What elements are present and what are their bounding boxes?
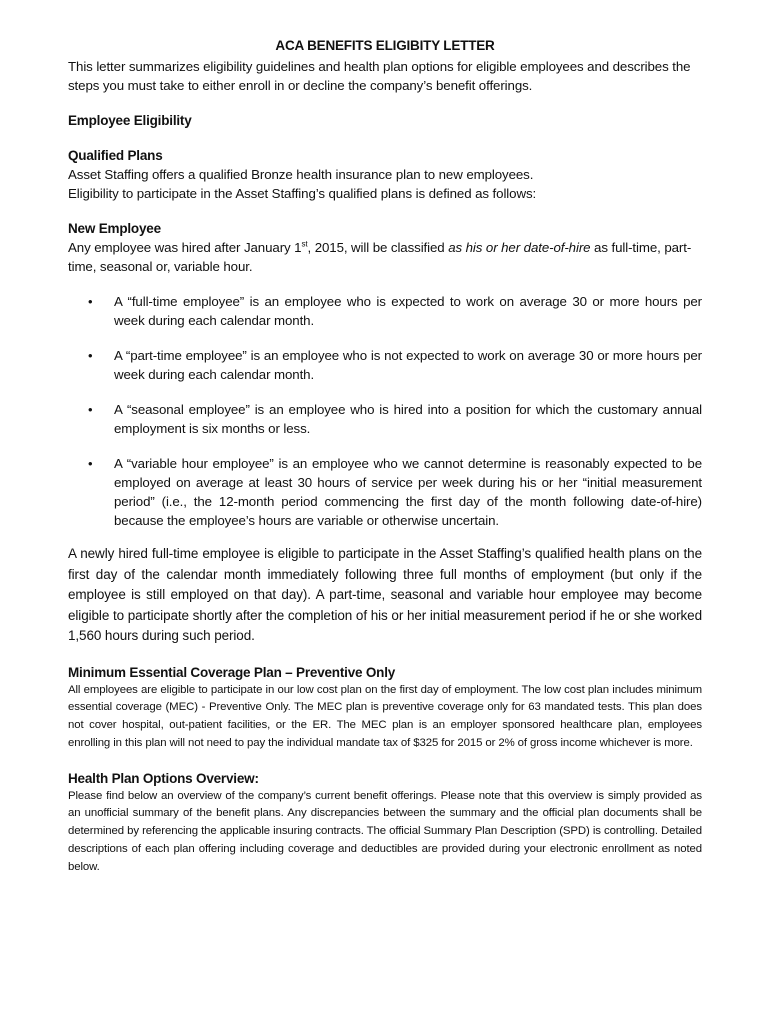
bullet-icon: • [88,402,93,417]
section-heading-new-employee: New Employee [68,221,161,236]
bullet-icon: • [88,348,93,363]
list-item [88,346,702,384]
bullet-icon: • [88,294,93,309]
ordinal-superscript: st [301,239,308,249]
new-employee-text-end: as full-time, part-time, seasonal or, variable hour. [68,240,692,274]
new-employee-text-mid: , 2015, will be classified [307,240,449,255]
qualified-plans-line-1: Asset Staffing offers a qualified Bronze health insurance plan to new employees. [68,167,534,182]
mec-paragraph: All employees are eligible to participate in our low cost plan on the first day of employment. The low cost plan includes minimum essential coverage (MEC) - Preventive Only. The MEC plan is preventive coverage only for 63 mandated tests. This plan does not cover hospital, out-patient facilities, or the ER. The MEC plan is an employer sponsored healthcare plan, employees enrolling in this plan will not need to pay the individual mandate tax of $325 for 2015 or 2% of gross income whichever is more. [68,683,702,749]
list-item [88,292,702,330]
section-heading-eligibility: Employee Eligibility [68,113,192,128]
section-heading-qualified-plans: Qualified Plans [68,148,163,163]
list-item [88,400,702,438]
intro-paragraph: This letter summarizes eligibility guidelines and health plan options for eligible employees and describes the steps you must take to either enroll in or decline the company’s benefit offerings. [68,59,691,93]
new-employee-paragraph [68,238,702,276]
plan-overview-paragraph: Please find below an overview of the company’s current benefit offerings. Please note that this overview is simply provided as an unofficial summary of the benefit plans. Any discrepancies between the summary and the official plan documents shall be determined by referencing the applicable insuring contracts. The official Summary Plan Description (SPD) is controlling. Detailed descriptions of each plan offering including coverage and deductibles are provided during your electronic enrollment as noted below. [68,789,702,873]
section-heading-mec-plan: Minimum Essential Coverage Plan – Preventive Only [68,664,396,680]
bullet-icon: • [88,456,93,471]
list-item [88,454,702,530]
eligibility-paragraph: A newly hired full-time employee is eligible to participate in the Asset Staffing’s qualified health plans on the first day of the calendar month immediately following three full months of employment (but only if the employee is still employed on that day). A part-time, seasonal and variable hour employee may become eligible to participate shortly after the completion of his or her initial measurement period if he or she worked 1,560 hours during such period. [68,546,702,643]
document-title: ACA BENEFITS ELIGIBITY LETTER [275,38,495,53]
qualified-plans-line-2: Eligibility to participate in the Asset Staffing’s qualified plans is defined as follows: [68,186,537,201]
list-item-text: A “seasonal employee” is an employee who is hired into a position for which the customary annual employment is six months or less. [114,402,702,436]
list-item-text: A “variable hour employee” is an employee who we cannot determine is reasonably expected to be employed on average at least 30 hours of service per week during his or her “initial measurement period” (i.e., the 12-month period commencing the first day of the month following date-of-hire) because the employee’s hours are variable or otherwise uncertain. [114,456,702,528]
new-employee-text-start: Any employee was hired after January 1 [68,240,302,255]
employee-classification-list [68,292,702,530]
section-heading-plan-overview: Health Plan Options Overview: [68,770,259,786]
list-item-text: A “part-time employee” is an employee who is not expected to work on average 30 or more hours per week during each calendar month. [114,348,702,382]
new-employee-italic-phrase: as his or her date-of-hire [448,240,591,255]
list-item-text: A “full-time employee” is an employee who is expected to work on average 30 or more hours per week during each calendar month. [114,294,702,328]
